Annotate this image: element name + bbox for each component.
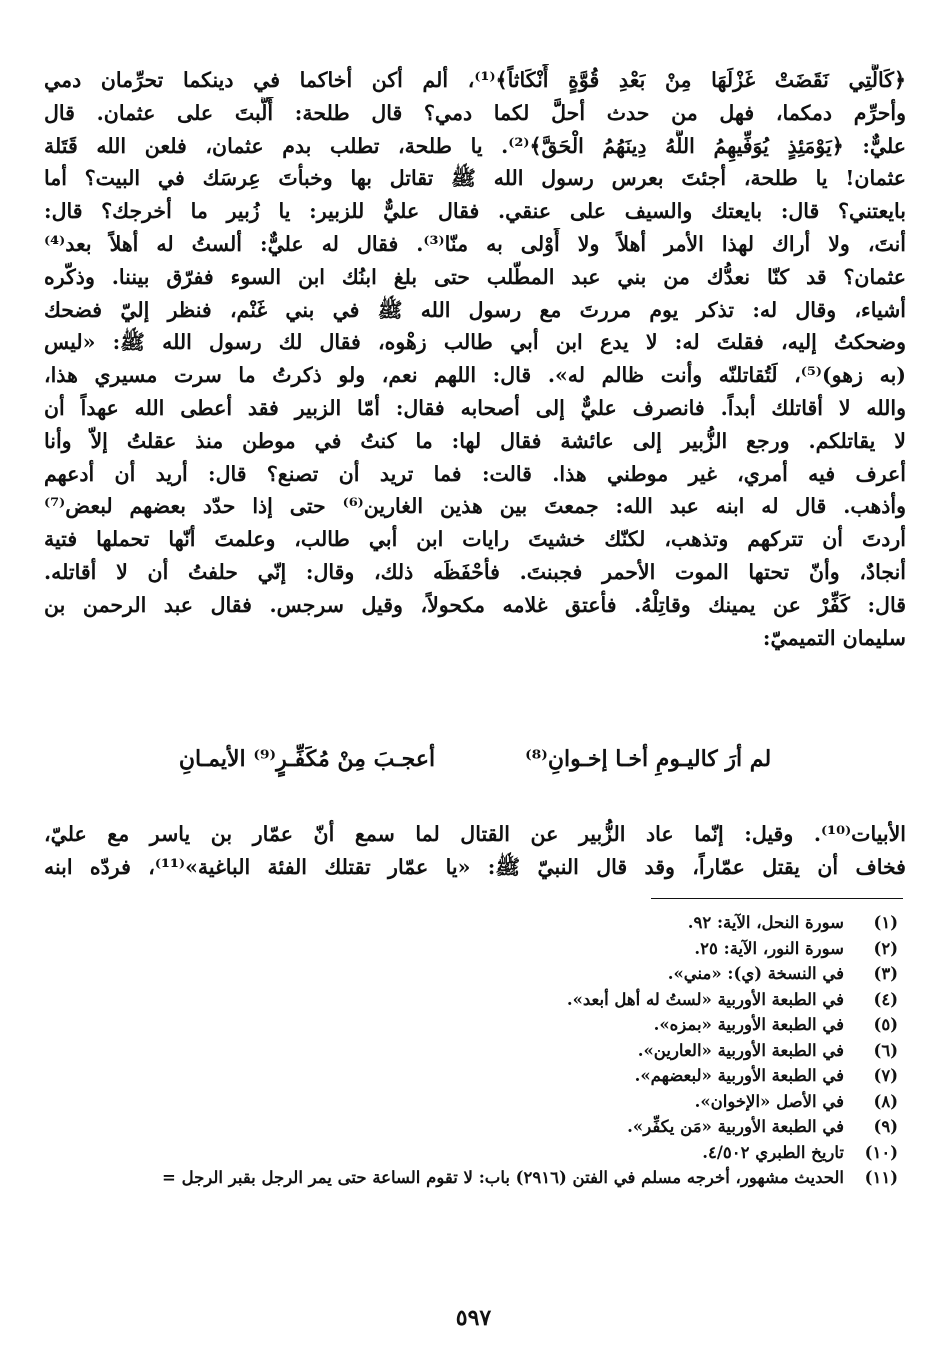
text-line: أردتَ أن تتركهم وتذهب، لكنّك خشيتَ رايات ابن أبي طالب، وعلمتَ أنّها تحملها فتية bbox=[44, 527, 906, 552]
text-line: عثمان؟ قد كنّا نعدُّك من بني عبد المطّلب حتى بلغ ابنُك ابن السوء ففرّق بيننا. وذكّره bbox=[44, 264, 906, 289]
footnote-text: تاريخ الطبري ٤/٥٠٢. bbox=[702, 1142, 844, 1162]
text-line: والله لا أقاتلك أبداً. فانصرف عليٌّ إلى أصحابه فقال: أمّا الزبير فقد أعطى الله عهداً أن bbox=[44, 395, 906, 420]
footnote bbox=[44, 961, 906, 987]
text-line: سليمان التميميّ: bbox=[762, 625, 906, 650]
footnote-number: (١) bbox=[873, 913, 898, 932]
text-line: عليٌّ: ﴿يَوْمَئِذٍ يُوَفِّيهِمُ اللَّهُ دِينَهُمُ الْحَقَّ﴾⁽²⁾. يا طلحة، تطلب بدم عثمان، فلعن الله قَتَلة bbox=[44, 133, 906, 158]
text-line: لا يقاتلكم. ورجع الزُّبير إلى عائشة فقال لها: ما كنتُ في موطن منذ عقلتُ إلاّ وأنا bbox=[44, 428, 906, 453]
text-line: ﴿كَالَّتِي نَقَضَتْ غَزْلَهَا مِنْ بَعْدِ قُوَّةٍ أَنْكَاثاً﴾⁽¹⁾، ألم أكن أخاكما في دينكما تحرِّمان دمي bbox=[44, 68, 906, 92]
footnote-text: الحديث مشهور، أخرجه مسلم في الفتن (٢٩١٦) باب: لا تقوم الساعة حتى يمر الرجل بقبر الرجل = bbox=[162, 1168, 844, 1187]
footnote-text: في الأصل «الإخوان». bbox=[694, 1091, 844, 1111]
main-text bbox=[44, 64, 906, 654]
main-text-continued bbox=[44, 818, 906, 884]
footnote bbox=[44, 1165, 906, 1191]
footnote-text: في الطبعة الأوربية «العارين». bbox=[637, 1040, 844, 1060]
footnote bbox=[44, 936, 906, 962]
text-line: الأبيات⁽¹⁰⁾. وقيل: إنّما عاد الزُّبير عن القتال لما سمع أنّ عمّار بن ياسر مع عليّ، bbox=[44, 822, 906, 846]
footnote-number: (٧) bbox=[873, 1066, 898, 1085]
text-line: وأحرِّم دمكما، فهل من حدث أحلَّ لكما دمي؟ قال طلحة: أَلَّبتَ على عثمان. قال bbox=[44, 100, 906, 125]
footnote bbox=[44, 910, 906, 936]
footnote-text: في النسخة (ي): «مني». bbox=[667, 964, 844, 983]
text-line: أنتَ، ولا أراك لهذا الأمر أهلاً ولا أَوْلى به منّا⁽³⁾. فقال له عليٌّ: ألستُ له أهلاً بعد⁽⁴⁾ bbox=[44, 231, 906, 256]
footnote-number: (٤) bbox=[873, 989, 898, 1009]
footnote-number: (١١) bbox=[864, 1168, 898, 1187]
footnote-text: في الطبعة الأوربية «لبعضهم». bbox=[634, 1066, 844, 1085]
text-line: عثمان! يا طلحة، أجئتَ بعرس رسول الله ﷺ تقاتل بها وخبأتَ عِرسَك في البيت؟ أما bbox=[44, 166, 906, 191]
footnote-text: سورة النحل، الآية: ٩٢. bbox=[687, 913, 844, 932]
footnote-separator bbox=[651, 898, 903, 899]
verse-hemistich-second: أعجـبَ مِنْ مُكَفِّـرٍ⁽⁹⁾ الأيمـانِ bbox=[178, 746, 436, 772]
text-line: أنجادٌ، وأنّ تحتها الموت الأحمر فجبنتَ. فأحْفَظَه ذلك، وقال: إنّي حلفتُ أن لا أقاتله. bbox=[44, 559, 906, 584]
page-number: ٥٩٧ bbox=[455, 1305, 492, 1331]
footnote-number: (٦) bbox=[873, 1040, 898, 1060]
text-line: فخاف أن يقتل عمّاراً، وقد قال النبيّ ﷺ: «يا عمّار تقتلك الفئة الباغية»⁽¹¹⁾، فردّه ابنه bbox=[44, 854, 906, 879]
footnote bbox=[44, 1140, 906, 1166]
footnote-text: في الطبعة الأوربية «بمزه». bbox=[653, 1015, 844, 1034]
footnote-number: (٣) bbox=[873, 964, 898, 983]
text-line: أشياء، وقال له: تذكر يوم مررتَ مع رسول الله ﷺ في بني غَنْم، فنظر إليّ فضحك bbox=[44, 297, 906, 322]
footnote-text: في الطبعة الأوربية «لستُ له أهل أبعد». bbox=[566, 989, 844, 1009]
footnote-number: (٩) bbox=[873, 1117, 898, 1136]
footnote-number: (١٠) bbox=[864, 1142, 898, 1162]
footnote-number: (٥) bbox=[873, 1015, 898, 1034]
verse-hemistich-first: لم أرَ كاليـومِ أخـا إخـوانِ⁽⁸⁾ bbox=[525, 746, 772, 772]
footnote bbox=[44, 1012, 906, 1038]
footnote-number: (٢) bbox=[873, 938, 898, 958]
footnote bbox=[44, 987, 906, 1013]
footnote-number: (٨) bbox=[873, 1091, 898, 1111]
text-line: وأذهب. قال له ابنه عبد الله: جمعتَ بين هذين الغارين⁽⁶⁾ حتى إذا حدّد بعضهم لبعض⁽⁷⁾ bbox=[44, 494, 906, 519]
text-line: (به زهو)⁽⁵⁾، لَتُقاتلنّه وأنت ظالم له». قال: اللهم نعم، ولو ذكرتُ ما سرت مسيري هذا، bbox=[44, 363, 906, 388]
footnote bbox=[44, 1114, 906, 1140]
footnote bbox=[44, 1038, 906, 1064]
text-line: وضحكتُ إليه، فقلتَ له: لا يدع ابن أبي طالب زهْوه، فقال لك رسول الله ﷺ: «ليس bbox=[44, 330, 906, 355]
text-line: بايعتني؟ قال: بايعتك والسيف على عنقي. فقال عليٌّ للزبير: يا زُبير ما أخرجك؟ قال: bbox=[44, 199, 906, 224]
footnote-text: في الطبعة الأوربية «مَن يكفِّر». bbox=[627, 1117, 844, 1136]
footnote-text: سورة النور، الآية: ٢٥. bbox=[694, 938, 844, 958]
text-line: قال: كَفِّرْ عن يمينك وقاتِلْهُ. فأعتق غلامه مكحولاً، وقيل سرجس. فقال عبد الرحمن بن bbox=[44, 592, 906, 617]
footnotes bbox=[44, 910, 906, 1191]
footnote bbox=[44, 1063, 906, 1089]
poetry-verse bbox=[44, 735, 906, 783]
text-line: أعرف فيه أمري، غير موطني هذا. قالت: فما تريد أن تصنع؟ قال: أريد أن أدعهم bbox=[44, 461, 906, 486]
footnote bbox=[44, 1089, 906, 1115]
